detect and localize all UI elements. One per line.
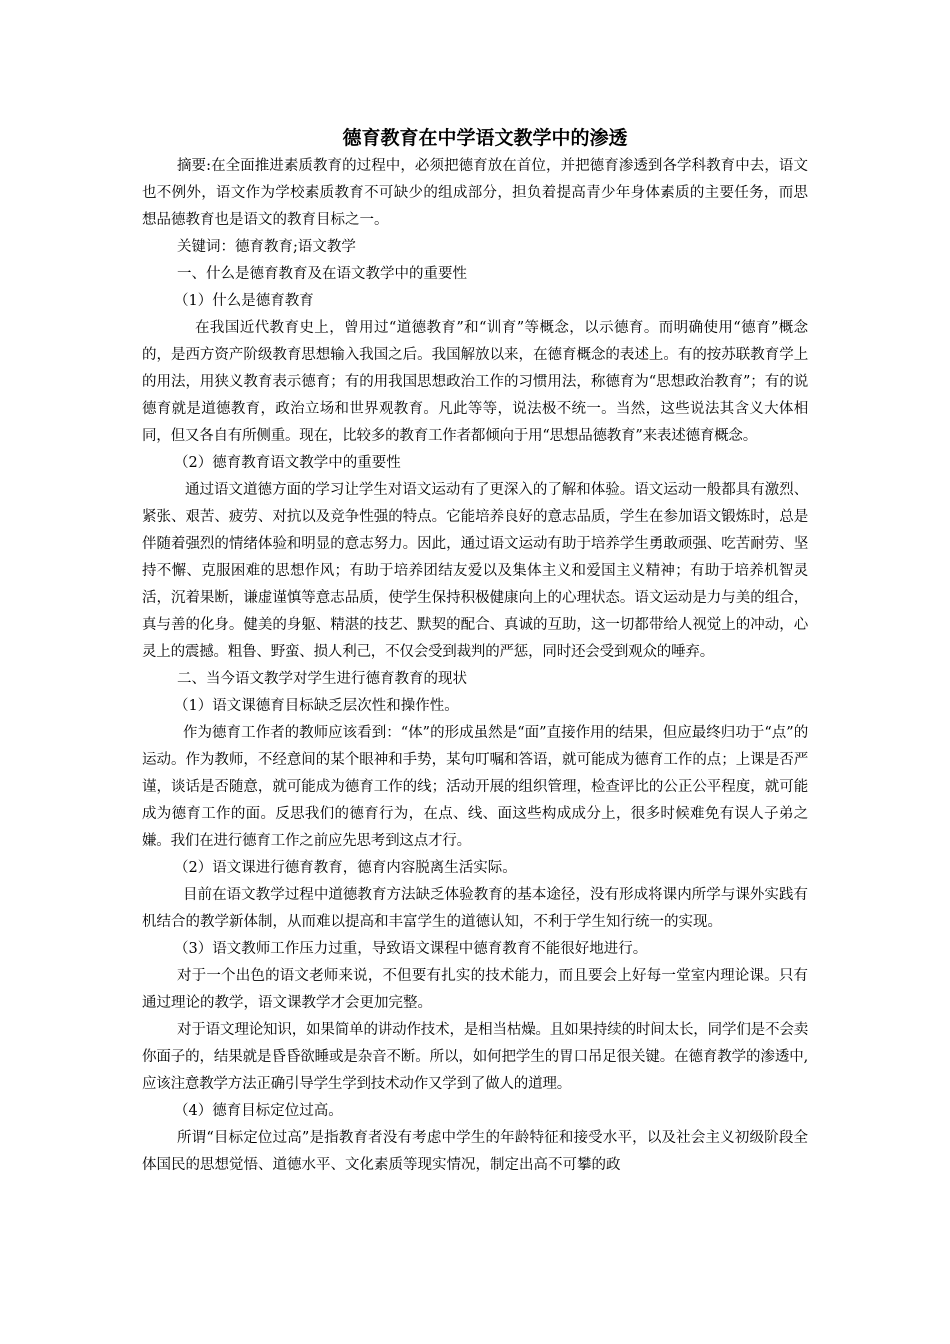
document-body bbox=[142, 124, 808, 1179]
subsection-heading-2-4: （4）德育目标定位过高。 bbox=[174, 1103, 343, 1119]
body-paragraph: 对于一个出色的语文老师来说，不但要有扎实的技术能力，而且要会上好每一堂室内理论课。只有通过理论的教学，语文课教学才会更加完整。 bbox=[142, 968, 808, 1011]
subsection-heading-2-1: （1）语文课德育目标缺乏层次性和操作性。 bbox=[174, 698, 459, 714]
section-heading-1: 一、什么是德育教育及在语文教学中的重要性 bbox=[177, 266, 467, 282]
keywords-line: 关键词：德育教育;语文教学 bbox=[177, 239, 356, 255]
body-paragraph: 在我国近代教育史上，曾用过“道德教育”和“训育”等概念，以示德育。而明确使用“德育”概念的，是西方资产阶级教育思想输入我国之后。我国解放以来，在德育概念的表述上。有的按苏联教育学上的用法，用狭义教育表示德育；有的用我国思想政治工作的习惯用法，称德育为“思想政治教育”；有的说德育就是道德教育，政治立场和世界观教育。凡此等等，说法极不统一。当然，这些说法其含义大体相同，但又各自有所侧重。现在，比较多的教育工作者都倾向于用“思想品德教育”来表述德育概念。 bbox=[142, 320, 808, 444]
body-paragraph: 目前在语文教学过程中道德教育方法缺乏体验教育的基本途径，没有形成将课内所学与课外实践有机结合的教学新体制，从而难以提高和丰富学生的道德认知，不利于学生知行统一的实现。 bbox=[142, 887, 808, 930]
section-heading-2: 二、当今语文教学对学生进行德育教育的现状 bbox=[177, 671, 467, 687]
subsection-heading-2-2: （2）语文课进行德育教育，德育内容脱离生活实际。 bbox=[174, 860, 517, 876]
subsection-heading-1-1: （1）什么是德育教育 bbox=[174, 293, 314, 309]
body-paragraph: 所谓“目标定位过高”是指教育者没有考虑中学生的年龄特征和接受水平，以及社会主义初级阶段全体国民的思想觉悟、道德水平、文化素质等现实情况，制定出高不可攀的政 bbox=[142, 1130, 808, 1173]
body-paragraph: 对于语文理论知识，如果简单的讲动作技术，是相当枯燥。且如果持续的时间太长，同学们是不会卖你面子的，结果就是昏昏欲睡或是杂音不断。所以，如何把学生的胃口吊足很关键。在德育教学的渗透中,应该注意教学方法正确引导学生学到技术动作又学到了做人的道理。 bbox=[142, 1022, 808, 1092]
abstract-paragraph: 摘要:在全面推进素质教育的过程中，必须把德育放在首位，并把德育渗透到各学科教育中去，语文也不例外，语文作为学校素质教育不可缺少的组成部分，担负着提高青少年身体素质的主要任务，而思想品德教育也是语文的教育目标之一。 bbox=[142, 158, 808, 228]
document-title: 德育教育在中学语文教学中的渗透 bbox=[342, 127, 628, 149]
body-paragraph: 作为德育工作者的教师应该看到：“体”的形成虽然是“面”直接作用的结果，但应最终归功于“点”的运动。作为教师，不经意间的某个眼神和手势，某句叮嘱和答语，就可能成为德育工作的点；上课是否严谨，谈话是否随意，就可能成为德育工作的线；活动开展的组织管理，检查评比的公正公平程度，就可能成为德育工作的面。反思我们的德育行为，在点、线、面这些构成成分上，很多时候难免有误人子弟之嫌。我们在进行德育工作之前应先思考到这点才行。 bbox=[142, 725, 808, 849]
body-paragraph: 通过语文道德方面的学习让学生对语文运动有了更深入的了解和体验。语文运动一般都具有激烈、紧张、艰苦、疲劳、对抗以及竞争性强的特点。它能培养良好的意志品质，学生在参加语文锻炼时，总是伴随着强烈的情绪体验和明显的意志努力。因此，通过语文运动有助于培养学生勇敢顽强、吃苦耐劳、坚持不懈、克服困难的思想作风；有助于培养团结友爱以及集体主义和爱国主义精神；有助于培养机智灵活，沉着果断，谦虚谨慎等意志品质，使学生保持积极健康向上的心理状态。语文运动是力与美的组合，真与善的化身。健美的身躯、精湛的技艺、默契的配合、真诚的互助，这一切都带给人视觉上的冲动，心灵上的震撼。粗鲁、野蛮、损人利己，不仅会受到裁判的严惩，同时还会受到观众的唾弃。 bbox=[142, 482, 808, 660]
subsection-heading-2-3: （3）语文教师工作压力过重，导致语文课程中德育教育不能很好地进行。 bbox=[174, 941, 648, 957]
subsection-heading-1-2: （2）德育教育语文教学中的重要性 bbox=[174, 455, 401, 471]
